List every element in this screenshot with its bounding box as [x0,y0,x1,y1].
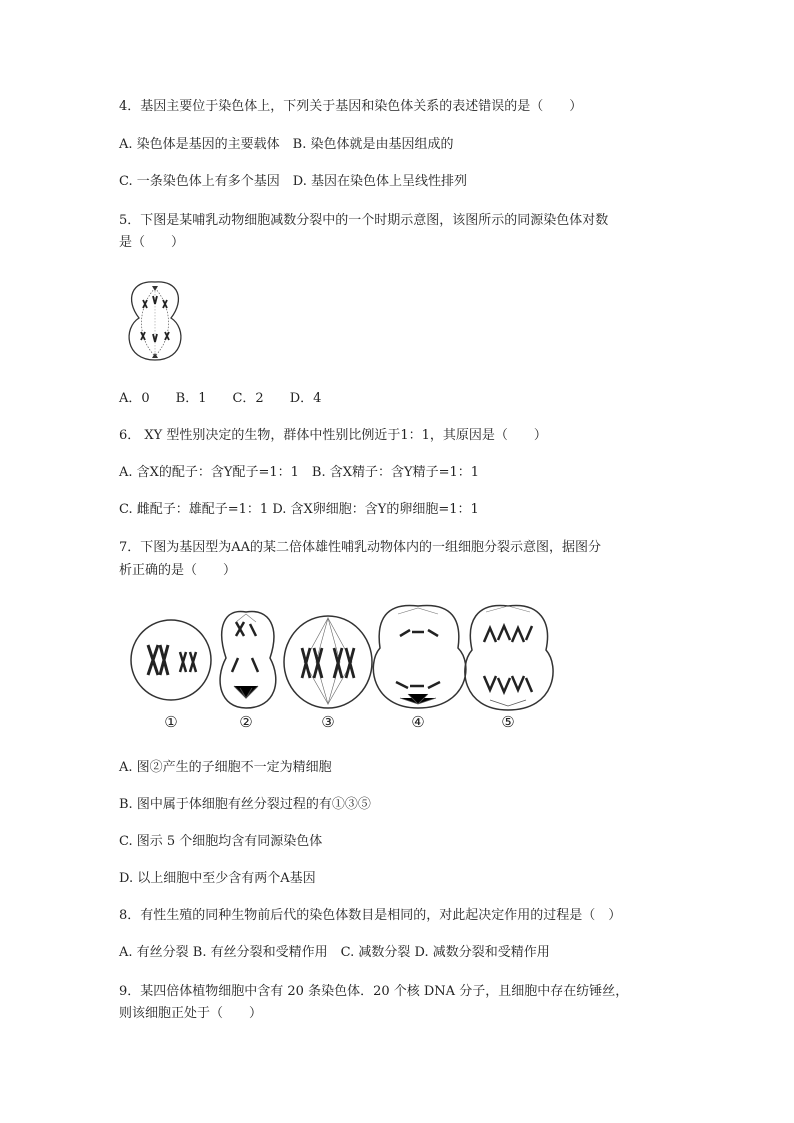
cell-label-4: ④ [411,713,425,731]
q7-option-a: A. 图②产生的子细胞不一定为精细胞 [119,760,332,775]
cell-2 [220,611,276,708]
cell-4 [373,605,466,708]
q7-stem-line2: 析正确的是（ ） [119,563,237,578]
q7-option-c: C. 图示 5 个细胞均含有同源染色体 [119,834,323,849]
q5-stem-line1: 5．下图是某哺乳动物细胞减数分裂中的一个时期示意图，该图所示的同源染色体对数 [119,213,609,228]
q4-options-cd: C. 一条染色体上有多个基因 D. 基因在染色体上呈线性排列 [119,174,467,189]
cell-3 [284,616,372,708]
q7-cells-figure [128,600,558,740]
cell-label-3: ③ [321,713,335,731]
q5-cell-figure [119,278,191,364]
cell-5 [465,605,553,710]
q9-stem-line2: 则该细胞正处于（ ） [119,1006,263,1021]
q9-stem-line1: 9．某四倍体植物细胞中含有 20 条染色体．20 个核 DNA 分子，且细胞中存在纺锤丝， [119,984,629,999]
q7-option-d: D. 以上细胞中至少含有两个A基因 [119,871,316,886]
q5-options: A．0 B．1 C．2 D．4 [119,391,322,406]
cell-1 [131,620,211,700]
q5-stem-line2: 是（ ） [119,235,185,250]
q6-options-cd: C. 雌配子：雄配子=1：1 D. 含X卵细胞：含Y的卵细胞=1：1 [119,502,479,517]
q4-options-ab: A. 染色体是基因的主要载体 B. 染色体就是由基因组成的 [119,137,454,152]
q8-stem: 8．有性生殖的同种生物前后代的染色体数目是相同的，对此起决定作用的过程是（ ） [119,908,622,923]
cell-label-5: ⑤ [501,713,515,731]
q7-option-b: B. 图中属于体细胞有丝分裂过程的有①③⑤ [119,797,371,812]
q7-stem-line1: 7．下图为基因型为AA的某二倍体雄性哺乳动物体内的一组细胞分裂示意图，据图分 [119,540,602,555]
q6-options-ab: A. 含X的配子：含Y配子=1：1 B. 含X精子：含Y精子=1：1 [119,465,480,480]
q4-stem: 4．基因主要位于染色体上，下列关于基因和染色体关系的表述错误的是（ ） [119,99,583,114]
cell-label-1: ① [164,713,178,731]
q6-stem: 6． XY 型性别决定的生物，群体中性别比例近于1：1，其原因是（ ） [119,428,547,443]
cell-label-2: ② [239,713,253,731]
q8-options: A. 有丝分裂 B. 有丝分裂和受精作用 C. 减数分裂 D. 减数分裂和受精作用 [119,945,550,960]
